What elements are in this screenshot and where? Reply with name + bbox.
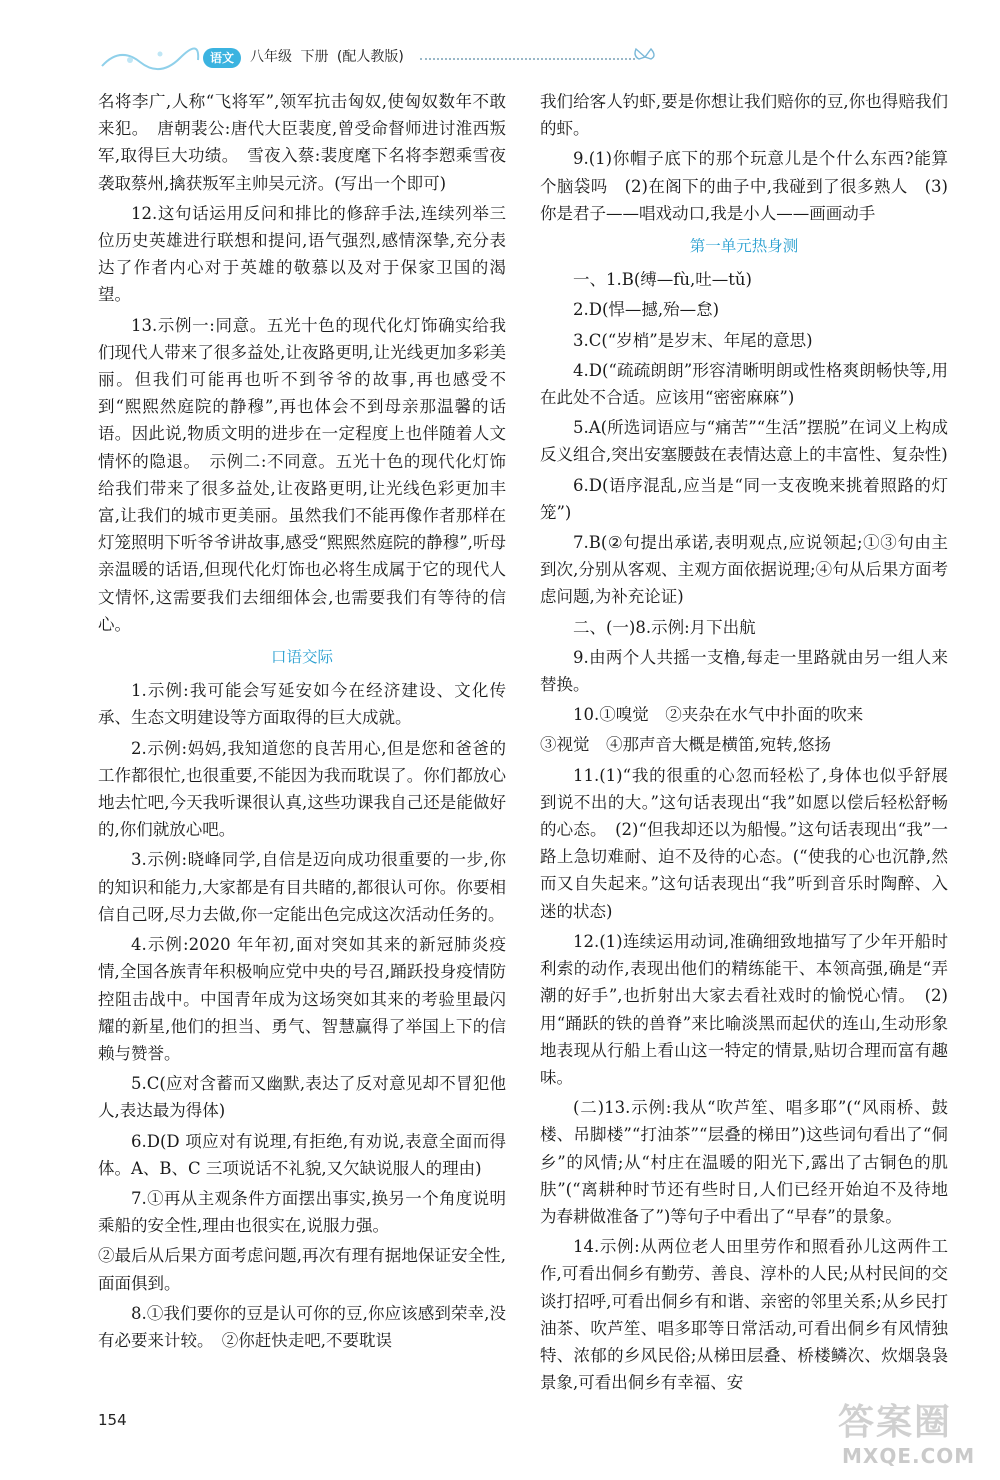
watermark bbox=[838, 1402, 978, 1468]
header-decoration-icon bbox=[100, 40, 200, 72]
oral-answer-5: 5.C(应对含蓄而又幽默,表达了反对意见却不冒犯他人,表达最为得体) bbox=[98, 1074, 506, 1121]
unit-answer-10a: 10.①嗅觉 ②夹杂在水气中扑面的吹来 bbox=[573, 705, 864, 725]
answer-12: 12.这句话运用反问和排比的修辞手法,连续列举三位历史英雄进行联想和提问,语气强烈,感情深挚,充分表达了作者内心对于英雄的敬慕以及对于保家卫国的渴望。 bbox=[98, 203, 506, 305]
oral-answer-7a: 7.①再从主观条件方面摆出事实,换另一个角度说明乘船的安全性,理由也很实在,说服力强。 bbox=[98, 1188, 506, 1236]
oral-answer-1: 1.示例:我可能会写延安如今在经济建设、文化传承、生态文明建设等方面取得的巨大成就。 bbox=[98, 681, 506, 728]
unit-answer-3: 3.C(“岁梢”是岁末、年尾的意思) bbox=[573, 330, 813, 350]
header-title bbox=[250, 46, 404, 66]
section-heading-oral-communication: 口语交际 bbox=[270, 648, 333, 667]
oral-answer-3: 3.示例:晓峰同学,自信是迈向成功很重要的一步,你的知识和能力,大家都是有目共睹的,都很认可你。你要相信自己呀,尽力去做,你一定能出色完成这次活动任务的。 bbox=[98, 850, 506, 924]
oral-answer-4: 4.示例:2020 年年初,面对突如其来的新冠肺炎疫情,全国各族青年积极响应党中央的号召,踊跃投身疫情防控阻击战中。中国青年成为这场突如其来的考验里最闪耀的新星,他们的担当、勇气、智慧赢得了举国上下的信赖与赞誉。 bbox=[98, 935, 506, 1063]
watermark-logo: 答案圈 bbox=[838, 1402, 953, 1443]
unit-answer-14: 14.示例:从两位老人田里劳作和照看孙儿这两件工作,可看出侗乡有勤劳、善良、淳朴的人民;从村民间的交谈打招呼,可看出侗乡有和谐、亲密的邻里关系;从乡民打油茶、吹芦笙、唱多耶等日常活动,可看出侗乡有风情独特、浓郁的乡风民俗;从梯田层叠、桥楼鳞次、炊烟袅袅景象,可看出侗乡有幸福、安 bbox=[540, 1237, 948, 1393]
volume-label: 下册 bbox=[300, 49, 329, 65]
unit-answer-10b: ③视觉 ④那声音大概是横笛,宛转,悠扬 bbox=[540, 735, 831, 755]
section-heading-unit-warmup: 第一单元热身测 bbox=[689, 237, 799, 256]
oral-answer-9: 9.(1)你帽子底下的那个玩意儿是个什么东西?能算个脑袋吗 (2)在阁下的曲子中,我碰到了很多熟人 (3)你是君子——唱戏动口,我是小人——画画动手 bbox=[540, 149, 948, 223]
unit-answer-7: 7.B(②句提出承诺,表明观点,应说领起;①③句由主到次,分别从客观、主观方面依据说理;④句从后果方面考虑问题,为补充论证) bbox=[540, 533, 948, 607]
unit-answer-6: 6.D(语序混乱,应当是“同一支夜晚来挑着照路的灯笼”) bbox=[540, 475, 948, 522]
oral-answer-6: 6.D(D 项应对有说理,有拒绝,有劝说,表意全面而得体。A、B、C 三项说话不礼貌,又欠缺说服人的理由) bbox=[98, 1131, 506, 1178]
oral-answer-8: 8.①我们要你的豆是认可你的豆,你应该感到荣幸,没有必要来计较。 ②你赶快走吧,不要耽误 bbox=[98, 1303, 506, 1350]
oral-answer-8-continued: 我们给客人钓虾,要是你想让我们赔你的豆,你也得赔我们的虾。 bbox=[540, 92, 948, 139]
left-column bbox=[98, 88, 506, 1357]
unit-answer-4: 4.D(“疏疏朗朗”形容清晰明朗或性格爽朗畅快等,用在此处不合适。应该用“密密麻麻”) bbox=[540, 360, 948, 408]
oral-answer-2: 2.示例:妈妈,我知道您的良苦用心,但是您和爸爸的工作都很忙,也很重要,不能因为我而耽误了。你们都放心地去忙吧,今天我听课很认真,这些功课我自己还是能做好的,你们就放心吧。 bbox=[98, 738, 506, 840]
subject-badge: 语文 bbox=[203, 48, 241, 68]
unit-answer-2: 2.D(悍—撼,殆—怠) bbox=[573, 300, 720, 320]
unit-answer-13: (二)13.示例:我从“吹芦笙、唱多耶”(“风雨桥、鼓楼、吊脚楼”“打油茶”“层叠的梯田”)这些词句看出了“侗乡”的风情;从“村庄在温暖的阳光下,露出了古铜色的肌肤”(“离耕种时节还有些时日,人们已经开始迫不及待地为春耕做准备了”)等句子中看出了“早春”的景象。 bbox=[540, 1098, 948, 1226]
unit-answer-5: 5.A(所选词语应与“痛苦”“生活”摆脱”在词义上构成反义组合,突出安塞腰鼓在表情达意上的丰富性、复杂性) bbox=[540, 418, 948, 465]
header-divider bbox=[420, 58, 635, 60]
answer-11-continued: 名将李广,人称“飞将军”,领军抗击匈奴,使匈奴数年不敢来犯。 唐朝裴公:唐代大臣裴度,曾受命督师进讨淮西叛军,取得巨大功绩。 雪夜入蔡:裴度麾下名将李愬乘雪夜袭取蔡州,擒获叛军主帅吴元济。(写出一个即可) bbox=[98, 92, 506, 193]
unit-answer-11: 11.(1)“我的很重的心忽而轻松了,身体也似乎舒展到说不出的大。”这句话表现出“我”如愿以偿后轻松舒畅的心态。 (2)“但我却还以为船慢。”这句话表现出“我”一路上急切难耐、迫不及待的心态。(“使我的心也沉静,然而又自失起来。”这句话表现出“我”听到音乐时陶醉、入迷的状态) bbox=[540, 765, 948, 921]
grade-label: 八年级 bbox=[250, 49, 292, 65]
unit-answer-12: 12.(1)连续运用动词,准确细致地描写了少年开船时利索的动作,表现出他们的精练能干、本领高强,确是“弄潮的好手”,也折射出大家去看社戏时的愉悦心情。 (2)用“踊跃的铁的兽脊”来比喻淡黑而起伏的连山,生动形象地表现从行船上看山这一特定的情景,贴切合理而富有趣味。 bbox=[540, 931, 948, 1087]
page-number: 154 bbox=[98, 1411, 127, 1429]
answer-13: 13.示例一:同意。五光十色的现代化灯饰确实给我们现代人带来了很多益处,让夜路更明,让光线更加多彩美丽。但我们可能再也听不到爷爷的故事,再也感受不到“熙熙然庭院的静穆”,再也体会不到母亲那温馨的话语。因此说,物质文明的进步在一定程度上也伴随着人文情怀的隐退。 示例二:不同意。五光十色的现代化灯饰给我们带来了很多益处,让夜路更明,让光线色彩更加丰富,让我们的城市更美丽。虽然我们不能再像作者那样在灯笼照明下听爷爷讲故事,感受“熙熙然庭院的静穆”,听母亲温暖的话语,但现代化灯饰也必将生成属于它的现代人文情怀,这需要我们去细细体会,也需要我们有等待的信心。 bbox=[98, 315, 506, 634]
right-column bbox=[540, 88, 948, 1399]
butterfly-icon bbox=[632, 46, 658, 68]
unit-answer-8: 二、(一)8.示例:月下出航 bbox=[573, 617, 756, 637]
page-header bbox=[0, 0, 1000, 80]
watermark-url: MXQE.COM bbox=[842, 1444, 976, 1468]
oral-answer-7b: ②最后从后果方面考虑问题,再次有理有据地保证安全性,面面俱到。 bbox=[98, 1246, 506, 1293]
unit-answer-9: 9.由两个人共摇一支橹,每走一里路就由另一组人来替换。 bbox=[540, 647, 948, 695]
unit-answer-1: 一、1.B(缚—fù,吐—tǔ) bbox=[573, 270, 752, 290]
edition-label: (配人教版) bbox=[336, 49, 404, 65]
